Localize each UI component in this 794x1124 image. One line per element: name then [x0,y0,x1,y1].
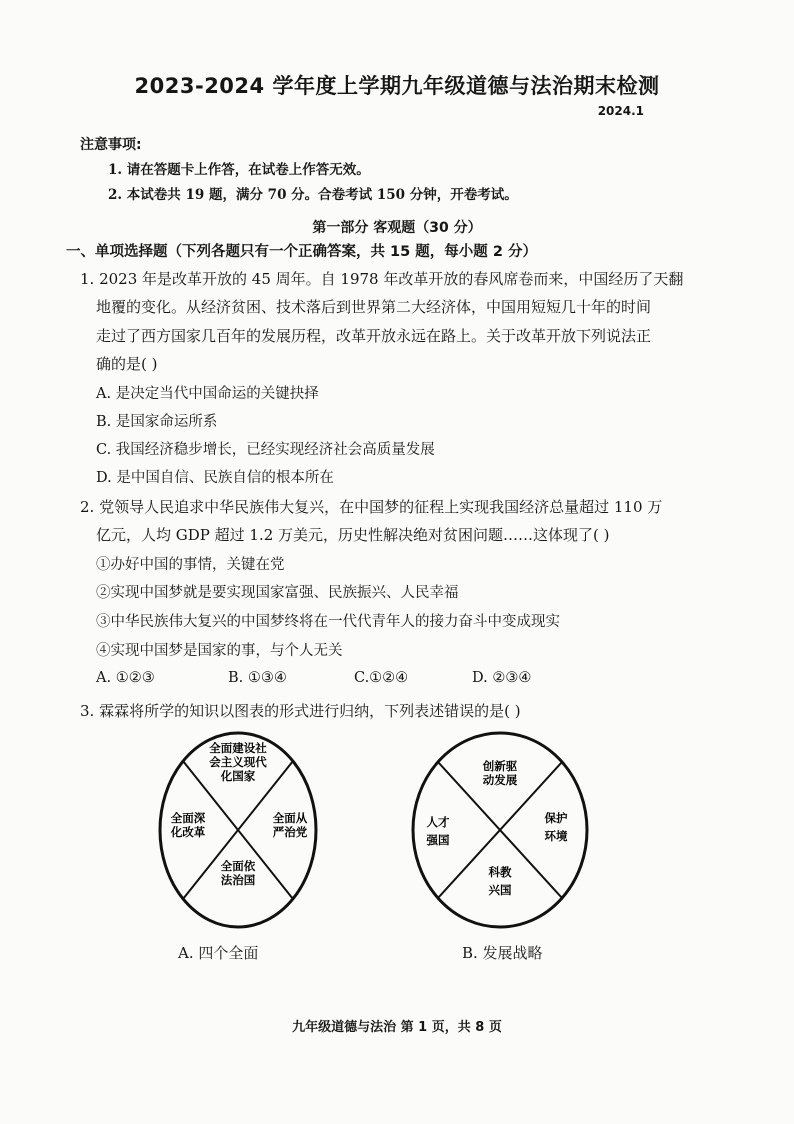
diagram-a-bottom-label: 法治国 [220,873,256,887]
question-1-option-b: B. 是国家命运所系 [96,414,218,430]
diagram-a-bottom-label: 全面依 [220,859,256,873]
diagram-a [158,730,318,930]
question-2-choice-c: C.①②④ [354,670,409,686]
diagram-a-top-label: 化国家 [220,769,256,783]
question-2-statement: ①办好中国的事情，关键在党 [96,557,285,573]
question-1-line: 地覆的变化。从经济贫困、技术落后到世界第二大经济体，中国用短短几十年的时间 [96,298,652,316]
diagram-a-svg [158,730,318,930]
question-1-line: 1. 2023 年是改革开放的 45 周年。自 1978 年改革开放的春风席卷而来，中国经历了天翻 [80,270,684,288]
diagram-a-left-label: 全面深 [170,811,206,825]
page-footer: 九年级道德与法治 第 1 页，共 8 页 [292,1020,502,1035]
notice-item: 2. 本试卷共 19 题，满分 70 分。合卷考试 150 分钟，开卷考试。 [108,187,518,203]
question-1-line: 走过了西方国家几百年的发展历程，改革开放永远在路上。关于改革开放下列说法正 [96,327,652,345]
question-2-choice-b: B. ①③④ [228,670,287,686]
diagram-a-caption: A. 四个全面 [178,944,259,962]
question-3-line: 3. 霖霖将所学的知识以图表的形式进行归纳，下列表述错误的是( ) [80,702,521,720]
diagram-b-left-label: 强国 [426,833,450,847]
question-2-statement: ③中华民族伟大复兴的中国梦终将在一代代青年人的接力奋斗中变成现实 [96,614,560,630]
diagram-b-bottom-label: 兴国 [488,883,512,897]
diagram-b-left-label: 人才 [426,815,450,829]
diagram-b-right-label: 保护 [544,811,568,825]
section-title: 一、单项选择题（下列各题只有一个正确答案，共 15 题，每小题 2 分） [66,244,537,260]
diagram-b-svg [410,730,590,930]
question-2-statement: ④实现中国梦是国家的事，与个人无关 [96,643,343,659]
question-2-line: 亿元，人均 GDP 超过 1.2 万美元，历史性解决绝对贫困问题……这体现了( ) [96,526,610,544]
exam-date: 2024.1 [597,104,644,118]
question-2-line: 2. 党领导人民追求中华民族伟大复兴，在中国梦的征程上实现我国经济总量超过 110 万 [80,498,663,516]
question-1-option-d: D. 是中国自信、民族自信的根本所在 [96,470,334,486]
question-2-choice-a: A. ①②③ [96,670,155,686]
question-2-choice-d: D. ②③④ [472,670,532,686]
diagram-b [410,730,590,930]
part-title: 第一部分 客观题（30 分） [312,220,482,236]
question-1-line: 确的是( ) [96,355,158,373]
diagram-b-right-label: 环境 [544,829,568,843]
diagram-b-top-label: 动发展 [482,773,518,787]
diagram-a-top-label: 会主义现代 [209,755,267,769]
question-1-option-a: A. 是决定当代中国命运的关键抉择 [96,386,319,402]
notice-title: 注意事项: [80,137,142,153]
diagram-b-caption: B. 发展战略 [462,944,543,962]
exam-title: 2023-2024 学年度上学期九年级道德与法治期末检测 [134,74,660,98]
diagram-b-bottom-label: 科教 [488,865,512,879]
notice-item: 1. 请在答题卡上作答，在试卷上作答无效。 [108,162,370,178]
diagram-b-top-label: 创新驱 [482,759,518,773]
diagram-a-right-label: 全面从 [272,811,308,825]
diagram-a-top-label: 全面建设社 [209,741,267,755]
diagram-a-left-label: 化改革 [170,825,206,839]
question-1-option-c: C. 我国经济稳步增长，已经实现经济社会高质量发展 [96,442,435,458]
diagram-a-right-label: 严治党 [272,825,308,839]
question-2-statement: ②实现中国梦就是要实现国家富强、民族振兴、人民幸福 [96,585,459,601]
